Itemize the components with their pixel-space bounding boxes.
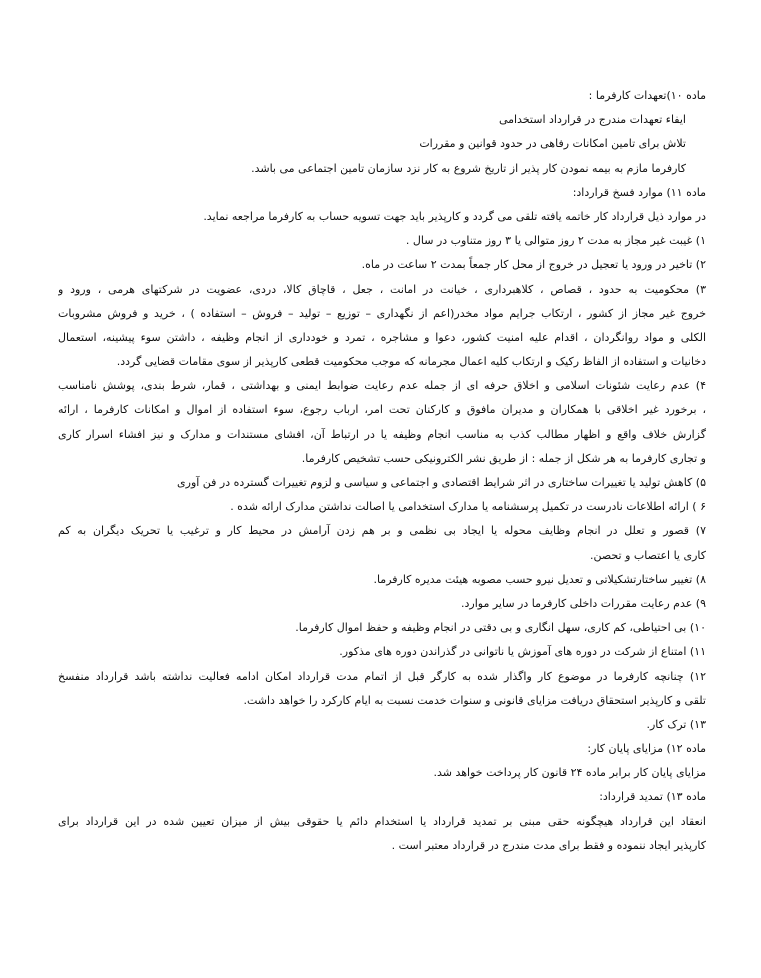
document-line: گزارش خلاف واقع و اظهار مطالب کذب به مناسب انجام وظیفه یا در ارتباط آن، افشای مستندات و مدارک و نیز افشاء اسرار کاری	[58, 427, 706, 441]
document-line: ایفاء تعهدات مندرج در قرارداد استخدامی	[498, 113, 686, 127]
document-line: ۴) عدم رعایت شئونات اسلامی و اخلاق حرفه ای از جمله عدم رعایت ضوابط ایمنی و بهداشتی ، قمار، شرط بندی، پوشش نامناسب	[58, 379, 706, 393]
document-line: و تجاری کارفرما به هر شکل از جمله : از طریق نشر الکترونیکی حسب تشخیص کارفرما.	[301, 451, 706, 465]
document-line: ۲) تاخیر در ورود یا تعجیل در خروج از محل کار جمعاً بمدت ۲ ساعت در ماه.	[361, 258, 706, 272]
document-line: ۱۲) چنانچه کارفرما در موضوع کار واگذار شده به کارگر قبل از اتمام مدت قرارداد امکان ادامه فعالیت نداشته باشد قرارداد منفسخ	[58, 669, 706, 683]
document-line: ۳) محکومیت به حدود ، قصاص ، کلاهبرداری ، خیانت در امانت ، جعل ، قاچاق کالا، دردی، عضویت در شرکتهای هرمی ، ورود و	[58, 282, 706, 296]
document-line: ۷) قصور و تعلل در انجام وظایف محوله یا ایجاد بی نظمی و بر هم زدن آرامش در محیط کار و ترغیب یا تحریک دیگران به کم	[58, 524, 706, 538]
document-line: دخانیات و استفاده از الفاظ رکیک و ارتکاب کلیه اعمال مجرمانه که موجب محکومیت قطعی کارپذیر از سوی مقامات قضایی گردد.	[116, 355, 706, 369]
document-line: ۱) غیبت غیر مجاز به مدت ۲ روز متوالی یا ۳ روز متناوب در سال .	[405, 234, 706, 248]
document-line: ماده ۱۲) مزایای پایان کار:	[587, 742, 706, 756]
document-line: تلاش برای تامین امکانات رفاهی در حدود قوانین و مقررات	[419, 137, 686, 151]
document-line: در موارد ذیل قرارداد کار خاتمه یافته تلقی می گردد و کارپذیر باید جهت تسویه حساب به کارفرما مراجعه نماید.	[203, 209, 706, 223]
document-line: کاری یا اعتصاب و تحصن.	[590, 548, 706, 562]
document-line: ۶ ) ارائه اطلاعات نادرست در تکمیل پرسشنامه یا مدارک استخدامی یا اصالت نداشتن مدارک ارائه شده .	[230, 500, 706, 514]
document-line: ۵) کاهش تولید یا تغییرات ساختاری در اثر شرایط اقتصادی و اجتماعی و سیاسی و لزوم تغییرات گسترده در فن آوری	[177, 476, 706, 489]
document-line: ۸) تغییر ساختارتشکیلاتی و تعدیل نیرو حسب مصوبه هیئت مدیره کارفرما.	[373, 572, 706, 586]
document-line: ، برخورد غیر اخلاقی با همکاران و مدیران مافوق و کارکنان تحت امر، ارباب رجوع، سوء استفاده از اموال و امکانات کارفرما ، ارائه	[58, 403, 706, 417]
document-line: کارپذیر ایجاد ننموده و فقط برای مدت مندرج در قرارداد معتبر است .	[391, 838, 706, 852]
document-line: کارفرما مازم به بیمه نمودن کار پذیر از تاریخ شروع به کار نزد سازمان تامین اجتماعی می باشد.	[251, 161, 686, 175]
document-line: خروج غیر مجاز از کشور ، ارتکاب جرایم مواد مخدر(اعم از نگهداری – توزیع – تولید – فروش – استفاده ) ، خرید و فروش مشروبات	[58, 306, 706, 320]
contract-page	[58, 84, 706, 858]
document-line: ۱۱) امتناع از شرکت در دوره های آموزش یا ناتوانی در گذراندن دوره های مذکور.	[339, 645, 706, 659]
document-line: ۹) عدم رعایت مقررات داخلی کارفرما در سایر موارد.	[461, 596, 706, 610]
document-line: ۱۰) بی احتیاطی، کم کاری، سهل انگاری و بی دقتی در انجام وظیفه و حفظ اموال کارفرما.	[295, 621, 706, 635]
document-line: ماده ۱۰)تعهدات کارفرما :	[588, 89, 706, 102]
document-line: انعقاد این قرارداد هیچگونه حقی مبنی بر تمدید قرارداد یا استخدام دائم یا حقوقی بیش از میزان تعیین شده در این قرارداد برای	[58, 814, 706, 828]
document-line: مزایای پایان کار برابر ماده ۲۴ قانون کار پرداخت خواهد شد.	[433, 766, 706, 780]
document-line: ماده ۱۱) موارد فسخ قرارداد:	[572, 185, 706, 199]
document-line: ۱۳) ترک کار.	[646, 717, 706, 731]
document-line: ماده ۱۳) تمدید قرارداد:	[599, 790, 706, 804]
document-line: الکلی و مواد روانگردان ، اقدام علیه امنیت کشور، دعوا و مشاجره ، تمرد و خودداری از انجام وظیفه ، داشتن سوء پیشینه، استعمال	[58, 330, 706, 344]
document-line: تلقی و کارپذیر استحقاق دریافت مزایای قانونی و سنوات خدمت نسبت به ایام کارکرد را خواهد داشت.	[243, 693, 706, 707]
